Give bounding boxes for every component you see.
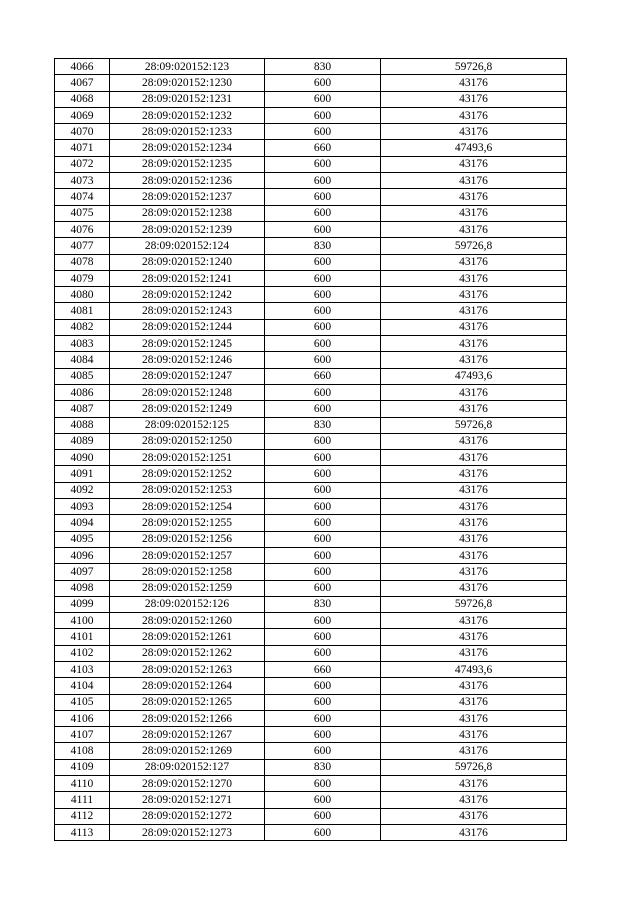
table-row: [55, 270, 567, 286]
area-cell: 600: [265, 808, 381, 824]
area-cell: 660: [265, 661, 381, 677]
cadastral-number-cell: 28:09:020152:1252: [110, 466, 265, 482]
table-row: [55, 368, 567, 384]
table-row: [55, 238, 567, 254]
cadastral-number-cell: 28:09:020152:1262: [110, 645, 265, 661]
value-cell: 43176: [381, 564, 567, 580]
row-number-cell: 4111: [55, 792, 110, 808]
cadastral-number-cell: 28:09:020152:1265: [110, 694, 265, 710]
row-number-cell: 4110: [55, 776, 110, 792]
area-cell: 600: [265, 613, 381, 629]
table-row: [55, 433, 567, 449]
row-number-cell: 4096: [55, 547, 110, 563]
value-cell: 43176: [381, 303, 567, 319]
value-cell: 59726,8: [381, 417, 567, 433]
table-row: [55, 808, 567, 824]
value-cell: 43176: [381, 336, 567, 352]
cadastral-number-cell: 28:09:020152:1244: [110, 319, 265, 335]
cadastral-number-cell: 28:09:020152:1246: [110, 352, 265, 368]
table-row: [55, 156, 567, 172]
cadastral-number-cell: 28:09:020152:1239: [110, 221, 265, 237]
cadastral-number-cell: 28:09:020152:1256: [110, 531, 265, 547]
row-number-cell: 4109: [55, 759, 110, 775]
area-cell: 600: [265, 678, 381, 694]
cadastral-number-cell: 28:09:020152:127: [110, 759, 265, 775]
value-cell: 47493,6: [381, 140, 567, 156]
area-cell: 600: [265, 75, 381, 91]
area-cell: 600: [265, 205, 381, 221]
table-row: [55, 776, 567, 792]
row-number-cell: 4073: [55, 173, 110, 189]
area-cell: 600: [265, 303, 381, 319]
table-row: [55, 547, 567, 563]
area-cell: 600: [265, 547, 381, 563]
row-number-cell: 4092: [55, 482, 110, 498]
cadastral-number-cell: 28:09:020152:1257: [110, 547, 265, 563]
cadastral-number-cell: 28:09:020152:1232: [110, 107, 265, 123]
area-cell: 600: [265, 482, 381, 498]
value-cell: 59726,8: [381, 59, 567, 75]
cadastral-number-cell: 28:09:020152:1236: [110, 173, 265, 189]
value-cell: 43176: [381, 254, 567, 270]
cadastral-number-cell: 28:09:020152:1272: [110, 808, 265, 824]
table-row: [55, 759, 567, 775]
value-cell: 43176: [381, 221, 567, 237]
value-cell: 43176: [381, 450, 567, 466]
table-row: [55, 661, 567, 677]
value-cell: 43176: [381, 808, 567, 824]
row-number-cell: 4098: [55, 580, 110, 596]
row-number-cell: 4070: [55, 124, 110, 140]
row-number-cell: 4091: [55, 466, 110, 482]
value-cell: 43176: [381, 515, 567, 531]
table-row: [55, 694, 567, 710]
cadastral-number-cell: 28:09:020152:1238: [110, 205, 265, 221]
area-cell: 600: [265, 727, 381, 743]
area-cell: 600: [265, 384, 381, 400]
table-row: [55, 384, 567, 400]
table-row: [55, 792, 567, 808]
table-row: [55, 221, 567, 237]
table-row: [55, 645, 567, 661]
row-number-cell: 4094: [55, 515, 110, 531]
cadastral-number-cell: 28:09:020152:1248: [110, 384, 265, 400]
table-row: [55, 75, 567, 91]
table-row: [55, 303, 567, 319]
value-cell: 43176: [381, 645, 567, 661]
area-cell: 660: [265, 368, 381, 384]
cadastral-number-cell: 28:09:020152:1259: [110, 580, 265, 596]
cadastral-number-cell: 28:09:020152:1242: [110, 287, 265, 303]
value-cell: 43176: [381, 727, 567, 743]
area-cell: 600: [265, 433, 381, 449]
value-cell: 43176: [381, 401, 567, 417]
table-row: [55, 596, 567, 612]
table-row: [55, 629, 567, 645]
cadastral-number-cell: 28:09:020152:125: [110, 417, 265, 433]
table-row: [55, 107, 567, 123]
row-number-cell: 4106: [55, 710, 110, 726]
table-row: [55, 319, 567, 335]
cadastral-number-cell: 28:09:020152:1270: [110, 776, 265, 792]
row-number-cell: 4102: [55, 645, 110, 661]
area-cell: 600: [265, 710, 381, 726]
table-row: [55, 254, 567, 270]
cadastral-number-cell: 28:09:020152:1266: [110, 710, 265, 726]
value-cell: 59726,8: [381, 238, 567, 254]
row-number-cell: 4071: [55, 140, 110, 156]
row-number-cell: 4099: [55, 596, 110, 612]
value-cell: 43176: [381, 173, 567, 189]
area-cell: 600: [265, 336, 381, 352]
table-row: [55, 564, 567, 580]
row-number-cell: 4107: [55, 727, 110, 743]
cadastral-number-cell: 28:09:020152:1254: [110, 499, 265, 515]
row-number-cell: 4080: [55, 287, 110, 303]
value-cell: 43176: [381, 482, 567, 498]
table-row: [55, 515, 567, 531]
cadastral-number-cell: 28:09:020152:126: [110, 596, 265, 612]
value-cell: 47493,6: [381, 368, 567, 384]
row-number-cell: 4068: [55, 91, 110, 107]
area-cell: 600: [265, 254, 381, 270]
value-cell: 43176: [381, 107, 567, 123]
value-cell: 43176: [381, 352, 567, 368]
value-cell: 43176: [381, 91, 567, 107]
row-number-cell: 4079: [55, 270, 110, 286]
area-cell: 600: [265, 743, 381, 759]
value-cell: 43176: [381, 824, 567, 840]
table-row: [55, 189, 567, 205]
cadastral-number-cell: 28:09:020152:1233: [110, 124, 265, 140]
value-cell: 43176: [381, 710, 567, 726]
table-row: [55, 205, 567, 221]
area-cell: 600: [265, 173, 381, 189]
table-row: [55, 173, 567, 189]
value-cell: 43176: [381, 499, 567, 515]
area-cell: 830: [265, 417, 381, 433]
table-row: [55, 124, 567, 140]
row-number-cell: 4078: [55, 254, 110, 270]
row-number-cell: 4103: [55, 661, 110, 677]
table-row: [55, 710, 567, 726]
value-cell: 43176: [381, 743, 567, 759]
value-cell: 43176: [381, 319, 567, 335]
table-row: [55, 499, 567, 515]
row-number-cell: 4074: [55, 189, 110, 205]
cadastral-number-cell: 28:09:020152:1235: [110, 156, 265, 172]
cadastral-number-cell: 28:09:020152:1267: [110, 727, 265, 743]
area-cell: 600: [265, 189, 381, 205]
row-number-cell: 4101: [55, 629, 110, 645]
area-cell: 600: [265, 319, 381, 335]
area-cell: 830: [265, 596, 381, 612]
cadastral-number-cell: 28:09:020152:1269: [110, 743, 265, 759]
area-cell: 600: [265, 792, 381, 808]
cadastral-number-cell: 28:09:020152:1237: [110, 189, 265, 205]
cadastral-number-cell: 28:09:020152:1251: [110, 450, 265, 466]
value-cell: 43176: [381, 694, 567, 710]
table-row: [55, 531, 567, 547]
value-cell: 43176: [381, 205, 567, 221]
row-number-cell: 4082: [55, 319, 110, 335]
cadastral-number-cell: 28:09:020152:1253: [110, 482, 265, 498]
table-row: [55, 336, 567, 352]
row-number-cell: 4088: [55, 417, 110, 433]
value-cell: 43176: [381, 466, 567, 482]
row-number-cell: 4066: [55, 59, 110, 75]
row-number-cell: 4076: [55, 221, 110, 237]
area-cell: 600: [265, 776, 381, 792]
area-cell: 600: [265, 580, 381, 596]
table-row: [55, 613, 567, 629]
row-number-cell: 4105: [55, 694, 110, 710]
value-cell: 43176: [381, 792, 567, 808]
row-number-cell: 4104: [55, 678, 110, 694]
row-number-cell: 4095: [55, 531, 110, 547]
cadastral-number-cell: 28:09:020152:1247: [110, 368, 265, 384]
table-row: [55, 140, 567, 156]
value-cell: 59726,8: [381, 759, 567, 775]
value-cell: 43176: [381, 613, 567, 629]
cadastral-number-cell: 28:09:020152:124: [110, 238, 265, 254]
value-cell: 43176: [381, 776, 567, 792]
table-row: [55, 401, 567, 417]
table-row: [55, 580, 567, 596]
value-cell: 43176: [381, 270, 567, 286]
cadastral-number-cell: 28:09:020152:1230: [110, 75, 265, 91]
table-body: [55, 59, 567, 841]
cadastral-number-cell: 28:09:020152:1258: [110, 564, 265, 580]
cadastral-number-cell: 28:09:020152:1231: [110, 91, 265, 107]
table-row: [55, 727, 567, 743]
area-cell: 600: [265, 287, 381, 303]
area-cell: 660: [265, 140, 381, 156]
area-cell: 600: [265, 694, 381, 710]
row-number-cell: 4069: [55, 107, 110, 123]
row-number-cell: 4083: [55, 336, 110, 352]
row-number-cell: 4108: [55, 743, 110, 759]
area-cell: 600: [265, 499, 381, 515]
cadastral-number-cell: 28:09:020152:1260: [110, 613, 265, 629]
cadastral-number-cell: 28:09:020152:1255: [110, 515, 265, 531]
table-row: [55, 450, 567, 466]
table-row: [55, 743, 567, 759]
cadastral-number-cell: 28:09:020152:1263: [110, 661, 265, 677]
cadastral-number-cell: 28:09:020152:1234: [110, 140, 265, 156]
value-cell: 43176: [381, 531, 567, 547]
area-cell: 830: [265, 759, 381, 775]
value-cell: 43176: [381, 75, 567, 91]
value-cell: 43176: [381, 580, 567, 596]
area-cell: 830: [265, 238, 381, 254]
area-cell: 600: [265, 824, 381, 840]
area-cell: 600: [265, 645, 381, 661]
value-cell: 43176: [381, 124, 567, 140]
row-number-cell: 4100: [55, 613, 110, 629]
cadastral-number-cell: 28:09:020152:1250: [110, 433, 265, 449]
value-cell: 43176: [381, 433, 567, 449]
cadastral-number-cell: 28:09:020152:123: [110, 59, 265, 75]
area-cell: 600: [265, 466, 381, 482]
cadastral-number-cell: 28:09:020152:1249: [110, 401, 265, 417]
table-row: [55, 287, 567, 303]
area-cell: 600: [265, 450, 381, 466]
table-row: [55, 678, 567, 694]
parcel-table: [54, 58, 567, 841]
area-cell: 600: [265, 401, 381, 417]
table-row: [55, 352, 567, 368]
row-number-cell: 4097: [55, 564, 110, 580]
area-cell: 830: [265, 59, 381, 75]
area-cell: 600: [265, 221, 381, 237]
cadastral-number-cell: 28:09:020152:1241: [110, 270, 265, 286]
cadastral-number-cell: 28:09:020152:1240: [110, 254, 265, 270]
value-cell: 43176: [381, 287, 567, 303]
value-cell: 43176: [381, 384, 567, 400]
value-cell: 43176: [381, 156, 567, 172]
value-cell: 43176: [381, 629, 567, 645]
area-cell: 600: [265, 564, 381, 580]
cadastral-number-cell: 28:09:020152:1264: [110, 678, 265, 694]
row-number-cell: 4090: [55, 450, 110, 466]
table-row: [55, 91, 567, 107]
row-number-cell: 4085: [55, 368, 110, 384]
area-cell: 600: [265, 531, 381, 547]
row-number-cell: 4113: [55, 824, 110, 840]
row-number-cell: 4089: [55, 433, 110, 449]
row-number-cell: 4084: [55, 352, 110, 368]
cadastral-number-cell: 28:09:020152:1273: [110, 824, 265, 840]
table-row: [55, 824, 567, 840]
area-cell: 600: [265, 629, 381, 645]
value-cell: 43176: [381, 189, 567, 205]
row-number-cell: 4081: [55, 303, 110, 319]
row-number-cell: 4072: [55, 156, 110, 172]
row-number-cell: 4075: [55, 205, 110, 221]
row-number-cell: 4093: [55, 499, 110, 515]
area-cell: 600: [265, 352, 381, 368]
area-cell: 600: [265, 156, 381, 172]
area-cell: 600: [265, 107, 381, 123]
value-cell: 59726,8: [381, 596, 567, 612]
cadastral-number-cell: 28:09:020152:1245: [110, 336, 265, 352]
row-number-cell: 4087: [55, 401, 110, 417]
table-row: [55, 59, 567, 75]
cadastral-number-cell: 28:09:020152:1261: [110, 629, 265, 645]
cadastral-number-cell: 28:09:020152:1243: [110, 303, 265, 319]
area-cell: 600: [265, 270, 381, 286]
value-cell: 47493,6: [381, 661, 567, 677]
row-number-cell: 4112: [55, 808, 110, 824]
table-row: [55, 482, 567, 498]
area-cell: 600: [265, 124, 381, 140]
area-cell: 600: [265, 91, 381, 107]
value-cell: 43176: [381, 547, 567, 563]
area-cell: 600: [265, 515, 381, 531]
table-row: [55, 466, 567, 482]
row-number-cell: 4067: [55, 75, 110, 91]
row-number-cell: 4077: [55, 238, 110, 254]
cadastral-number-cell: 28:09:020152:1271: [110, 792, 265, 808]
value-cell: 43176: [381, 678, 567, 694]
row-number-cell: 4086: [55, 384, 110, 400]
table-row: [55, 417, 567, 433]
